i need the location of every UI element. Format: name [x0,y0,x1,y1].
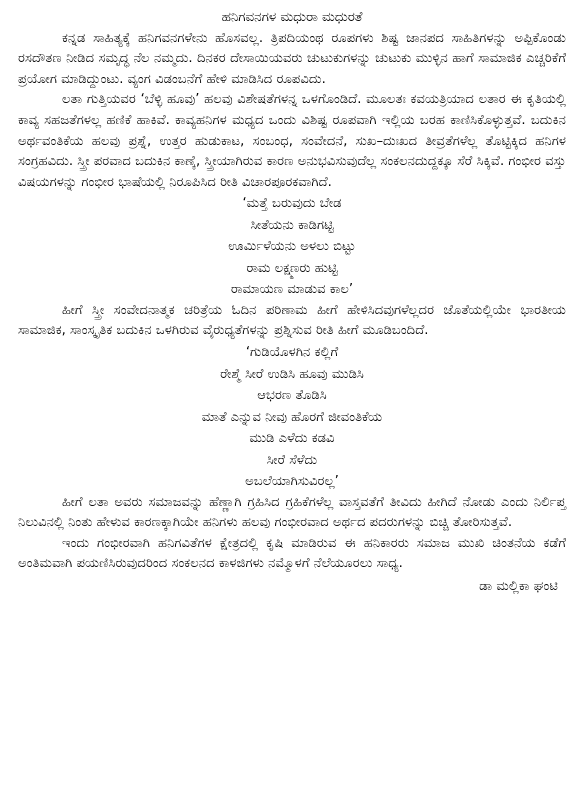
paragraph-conclusion: ಇಂದು ಗಂಭೀರವಾಗಿ ಹನಿಗವಿತೆಗಳ ಕ್ಷೇತ್ರದಲ್ಲಿ ಕೃಷಿ ಮಾಡಿರುವ ಈ ಹನಿಕಾರರು ಸಮಾಜ ಮುಖಿ ಚಿಂತನೆಯ ಕಡೆಗೆ ಅಂತಿಮವಾಗಿ ಪಯಣಿಸಿರುವುದರಿಂದ ಸಂಕಲನದ ಕಾಳಜಿಗಳು ನಮ್ಮೊಳಗೆ ನೆಲೆಯೂರಲು ಸಾಧ್ಯ. [18,535,566,572]
poem-line: ‘ಮತ್ತೆ ಬರುವುದು ಬೇಡ [242,196,342,212]
poem-line: ‘ಗುಡಿಯೊಳಗಿನ ಕಲ್ಲಿಗೆ [245,345,339,361]
paragraph-review: ಲತಾ ಗುತ್ತಿಯವರ ‘ಬೆಳ್ಳಿ ಹೂವು’ ಹಲವು ವಿಶೇಷತೆಗಳನ್ನ ಒಳಗೊಂಡಿದೆ. ಮೂಲತಃ ಕವಯತ್ರಿಯಾದ ಲತಾರ ಈ ಕೃತಿಯಲ್ಲಿ ಕಾವ್ಯ ಸಹಜತೆಗಳಲ್ಲ ಹಣಿಕೆ ಹಾಕಿವೆ. ಕಾವ್ಯಹನಿಗಳ ಮಧ್ಯದ ಒಂದು ವಿಶಿಷ್ಟ ರೂಪವಾಗಿ ಇಲ್ಲಿಯ ಬರಹ ಕಾಣಿಸಿಕೊಳ್ಳುತ್ತವೆ. ಬದುಕಿನ ಅರ್ಥವಂತಿಕೆಯ ಹಲವು ಪ್ರಶ್ನೆ, ಉತ್ತರ ಹುಡುಕಾಟ, ಸಂಬಂಧ, ಸಂವೇದನೆ, ಸುಖ–ದುಃಖದ ತೀವ್ರತೆಗಳೆಲ್ಲ ತೊಟ್ಟಿಕ್ಕಿದ ಹನಿಗಳ ಸಂಗ್ರಹವಿದು. ಸ್ತ್ರೀ ಪರವಾದ ಬದುಕಿನ ಕಾಣ್ಕೆ, ಸ್ತ್ರೀಯಾಗಿರುವ ಕಾರಣ ಅನುಭವಿಸುವುದೆಲ್ಲ ಸಂಕಲನದುದ್ದಕ್ಕೂ ಸೆರೆ ಸಿಕ್ಕಿವೆ. ಗಂಭೀರ ವಸ್ತು ವಿಷಯಗಳನ್ನು ಗಂಭೀರ ಭಾಷೆಯಲ್ಲಿ ನಿರೂಪಿಸಿದ ರೀತಿ ವಿಚಾರಪೂರಕವಾಗಿದೆ. [18,92,566,190]
poem-line: ರೇಶ್ಮೆ ಸೀರೆ ಉಡಿಸಿ ಹೂವು ಮುಡಿಸಿ [220,366,364,382]
paragraph-reflection: ಹೀಗೆ ಸ್ತ್ರೀ ಸಂವೇದನಾತ್ಮಕ ಚರಿತ್ರೆಯ ಓದಿನ ಪರಿಣಾಮ ಹೀಗೆ ಹೇಳಿಸಿದವುಗಳೆಲ್ಲದರ ಜೊತೆಯಲ್ಲಿಯೇ ಭಾರತೀಯ ಸಾಮಾಜಿಕ, ಸಾಂಸ್ಕೃತಿಕ ಬದುಕಿನ ಒಳಗಿರುವ ವೈರುಧ್ಯತೆಗಳನ್ನು ಪ್ರಶ್ನಿಸುವ ರೀತಿ ಹೀಗೆ ಮೂಡಿಬಂದಿದೆ. [18,302,566,339]
document-page [18,8,566,598]
poem-line: ಆಭರಣ ತೊಡಿಸಿ [257,388,327,404]
paragraph-perception: ಹೀಗೆ ಲತಾ ಅವರು ಸಮಾಜವನ್ನು ಹೆಣ್ಣಾಗಿ ಗ್ರಹಿಸಿದ ಗ್ರಹಿಕೆಗಳೆಲ್ಲ ವಾಸ್ತವತೆಗೆ ತೀವಿದು ಹೀಗಿದೆ ನೋಡು ಎಂದು ನಿರ್ಲಿಪ್ತ ನಿಲುವಿನಲ್ಲಿ ನಿಂತು ಹೇಳುವ ಕಾರಣಕ್ಕಾಗಿಯೇ ಹನಿಗಳು ಹಲವು ಗಂಭೀರವಾದ ಅರ್ಥದ ಪದರುಗಳನ್ನು ಬಿಚ್ಚಿ ತೋರಿಸುತ್ತವೆ. [18,494,566,531]
poem-line: ಮುಡಿ ಎಳೆದು ಕಡವಿ [249,431,335,447]
document-title: ಹನಿಗವನಗಳ ಮಧುರಾ ಮಧುರತೆ [221,10,363,25]
poem-line: ರಾಮಾಯಣ ಮಾಡುವ ಕಾಲ’ [230,282,354,298]
poem-gudi [18,342,566,493]
author-signature: ಡಾ ಮಲ್ಲಿಕಾ ಘಂಟಿ [479,578,558,594]
poem-line: ಅಬಲೆಯಾಗಿಸುವಿರಲ್ಲ’ [245,474,339,490]
poem-line: ಊರ್ಮಿಳೆಯನು ಅಳಲು ಬಿಟ್ಟು [228,239,356,255]
poem-line: ರಾಮ ಲಕ್ಷ್ಮಣರು ಹುಟ್ಟಿ [246,260,338,276]
poem-ramayana [18,193,566,301]
paragraph-intro: ಕನ್ನಡ ಸಾಹಿತ್ಯಕ್ಕೆ ಹನಿಗವನಗಳೇನು ಹೊಸವಲ್ಲ. ತ್ರಿಪದಿಯಂಥ ರೂಪಗಳು ಶಿಷ್ಟ ಜಾನಪದ ಸಾಹಿತಿಗಳನ್ನು ಅಪ್ಪಿಕೊಂಡು ರಸದೌತಣ ನೀಡಿದ ಸಮೃದ್ಧ ನೆಲ ನಮ್ಮದು. ದಿನಕರ ದೇಸಾಯಿಯವರು ಚುಟುಕುಗಳನ್ನು ಚುಟುಕು ಮುಳ್ಳಿನ ಹಾಗೆ ಸಾಮಾಜಿಕ ಎಚ್ಚರಿಕೆಗೆ ಪ್ರಯೋಗ ಮಾಡಿದ್ದುಂಟು. ವ್ಯಂಗ ವಿಡಂಬನೆಗೆ ಹೇಳಿ ಮಾಡಿಸಿದ ರೂಪವಿದು. [18,30,566,87]
poem-line: ಸೀತೆಯನು ಕಾಡಿಗಟ್ಟಿ [250,217,334,233]
poem-line: ಸೀರೆ ಸೆಳೆದು [266,452,318,468]
poem-line: ಮಾತೆ ಎನ್ನುವ ನೀವು ಹೊರಗೆ ಜೀವಂತಿಕೆಯ [201,409,383,425]
